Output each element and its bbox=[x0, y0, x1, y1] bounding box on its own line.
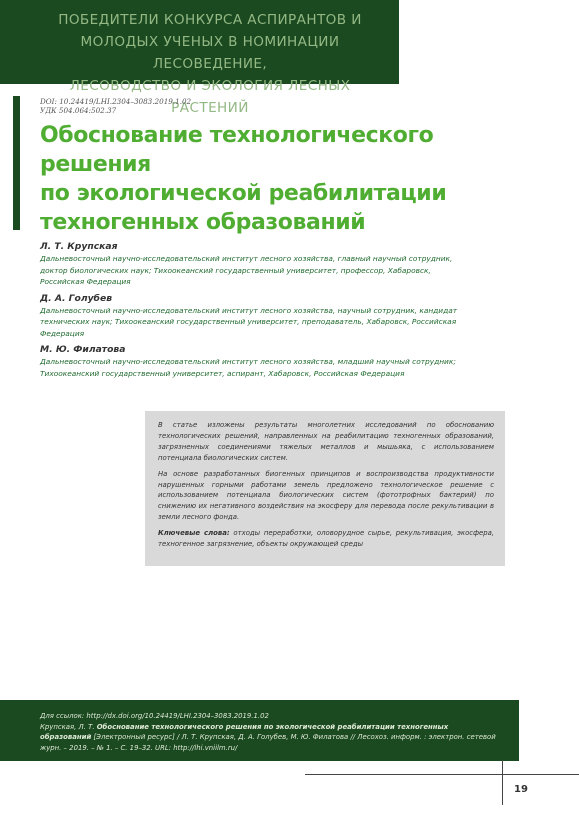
header-line: МОЛОДЫХ УЧЕНЫХ В НОМИНАЦИИ ЛЕСОВЕДЕНИЕ, bbox=[80, 34, 340, 72]
footer-divider-vertical bbox=[502, 760, 503, 805]
keywords-list: отходы переработки, оловорудное сырье, рекультивация, экосфера, техногенное загрязнение, объекты окружающей среды bbox=[158, 529, 494, 549]
authors-block bbox=[40, 240, 470, 383]
keywords-label: Ключевые слова: bbox=[158, 529, 230, 538]
author-affiliation: Дальневосточный научно-исследовательский институт лесного хозяйства, главный научный сотрудник, доктор биологических наук; Тихоокеанский государственный университет, профессор, Хабаровск, Российская Федерация bbox=[40, 254, 453, 286]
citation-title: Обоснование технологического решения по экологической реабилитации техногенных образований bbox=[40, 722, 449, 741]
article-title bbox=[40, 121, 520, 237]
abstract-paragraph: На основе разработанных биогенных принципов и воспроизводства продуктивности нарушенных горными работами земель предложено технологическое решение с использованием потенциала биологических систем (фототрофных бактерий) по снижению их негативного воздействия на экосферу для перевода после рекультивации в земли лесного фонда. bbox=[158, 469, 494, 522]
doi-text: DOI: 10.24419/LHI.2304–3083.2019.1.02 bbox=[40, 97, 192, 106]
title-line: Обоснование технологического решения bbox=[40, 123, 434, 177]
citation-reference bbox=[40, 722, 500, 754]
citation-details[interactable]: [Электронный ресурс] / Л. Т. Крупская, Д. А. Голубев, М. Ю. Филатова // Лесохоз. информ. : электрон. сетевой журн. – 2019. – № 1. – С. 19–32. URL: http://lhi.vniilm.ru/ bbox=[40, 733, 496, 752]
abstract-box bbox=[145, 411, 505, 566]
page-number: 19 bbox=[514, 784, 528, 795]
abstract-paragraph: В статье изложены результаты многолетних исследований по обоснованию технологических решений, направленных на реабилитацию техногенных образований, загрязненных соединениями тяжелых металлов и мышьяка, с использованием потенциала биологических систем. bbox=[158, 421, 494, 462]
header-line: ЛЕСОВОДСТВО И ЭКОЛОГИЯ ЛЕСНЫХ РАСТЕНИЙ bbox=[69, 78, 351, 116]
citation-doi-line[interactable]: Для ссылок: http://dx.doi.org/10.24419/LHI.2304–3083.2019.1.02 bbox=[40, 712, 269, 720]
footer-divider-horizontal bbox=[305, 774, 579, 775]
header-line: ПОБЕДИТЕЛИ КОНКУРСА АСПИРАНТОВ И bbox=[58, 12, 362, 28]
title-accent-bar bbox=[13, 96, 20, 230]
abstract-text bbox=[158, 420, 494, 555]
citation-footer bbox=[0, 700, 519, 761]
author-name: Д. А. Голубев bbox=[40, 292, 113, 304]
author-affiliation: Дальневосточный научно-исследовательский институт лесного хозяйства, младший научный сотрудник; Тихоокеанский государственный университет, аспирант, Хабаровск, Российская Федерация bbox=[40, 357, 456, 378]
author-name: Л. Т. Крупская bbox=[40, 241, 118, 252]
udk-text: УДК 504.064:502.37 bbox=[40, 106, 117, 115]
citation-authors: Крупская, Л. Т. bbox=[40, 722, 97, 731]
keywords bbox=[158, 528, 494, 550]
author-name: М. Ю. Филатова bbox=[40, 344, 126, 355]
citation-text bbox=[40, 711, 500, 753]
title-line: по экологической реабилитации bbox=[40, 181, 447, 206]
title-line: техногенных образований bbox=[40, 210, 366, 235]
author-affiliation: Дальневосточный научно-исследовательский институт лесного хозяйства, научный сотрудник, кандидат технических наук; Тихоокеанский государственный университет, преподаватель, Хабаровск, Российская Федерация bbox=[40, 305, 458, 338]
